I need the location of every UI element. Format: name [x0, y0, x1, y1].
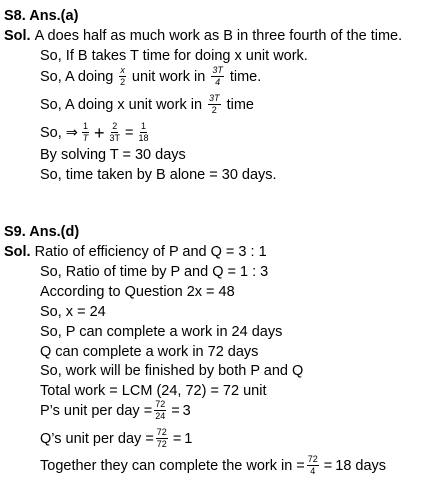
s8-line-2-text: So, If B takes T time for doing x unit work.	[40, 48, 308, 64]
s8-line-3-mid: unit work in	[127, 68, 210, 85]
s8-line-5	[40, 122, 150, 144]
s8-line-1	[4, 29, 402, 44]
s9-line-5-text: So, P can complete a work in 24 days	[40, 324, 283, 340]
s8-line-4-time-fraction	[208, 94, 221, 116]
s8-line-4-post: time	[222, 96, 254, 113]
s8-line-6	[40, 148, 186, 163]
s9-line-9-fraction	[154, 400, 166, 422]
fraction-denominator: 4	[310, 466, 316, 477]
s9-line-6-text: Q can complete a work in 72 days	[40, 344, 259, 360]
s9-line-10	[40, 428, 192, 450]
fraction-numerator: 72	[154, 400, 166, 411]
s8-line-4	[40, 94, 254, 116]
s9-line-2-text: So, Ratio of time by P and Q = 1 : 3	[40, 264, 269, 280]
fraction-denominator: 24	[155, 411, 166, 422]
s9-line-5	[40, 325, 282, 340]
fraction-numerator: 72	[307, 455, 319, 466]
s9-line-6	[40, 345, 258, 360]
s8-line-3	[40, 66, 261, 88]
s8-line-7	[40, 168, 277, 183]
fraction-numerator: 2	[111, 122, 118, 133]
s9-line-9	[40, 400, 191, 422]
equals-sign: =	[172, 430, 182, 447]
fraction-denominator: 4	[215, 77, 221, 88]
s8-fraction-1-over-t	[82, 122, 89, 144]
s9-line-1-text: Ratio of efficiency of P and Q = 3 : 1	[34, 244, 267, 260]
s8-line-3-pre: So, A doing	[40, 68, 118, 85]
s9-line-8-text: Total work = LCM (24, 72) = 72 unit	[40, 383, 267, 399]
s8-fraction-2-over-3t	[109, 122, 120, 144]
fraction-denominator: 3T	[109, 133, 120, 144]
s8-line-3-fraction	[119, 66, 126, 88]
s9-line-7-text: So, work will be finished by both P and Q	[40, 363, 304, 379]
fraction-numerator: x	[119, 66, 126, 77]
s8-line-1-text: A does half as much work as B in three fourth of the time.	[34, 28, 403, 44]
equals-sign: =	[323, 457, 333, 474]
s8-heading	[4, 9, 78, 24]
s9-line-10-pre: Q’s unit per day =	[40, 430, 154, 447]
s8-line-5-pre: So, ⇒	[40, 124, 78, 141]
s9-sol-label: Sol.	[4, 244, 31, 260]
s9-line-1	[4, 245, 267, 260]
s9-line-11-pre: Together they can complete the work in =	[40, 457, 305, 474]
fraction-denominator: 2	[211, 105, 217, 116]
fraction-numerator: 72	[156, 428, 168, 439]
s9-line-7	[40, 364, 303, 379]
s8-line-3-time-fraction	[211, 66, 224, 88]
s9-line-3	[40, 285, 235, 300]
plus-sign: +	[93, 122, 105, 143]
s8-line-6-text: By solving T = 30 days	[40, 147, 186, 163]
fraction-numerator: 1	[140, 122, 147, 133]
s9-line-9-result: 3	[182, 402, 191, 419]
s9-line-2	[40, 265, 268, 280]
s8-line-2	[40, 49, 308, 64]
equals-sign: =	[171, 402, 180, 419]
fraction-numerator: 1	[82, 122, 89, 133]
s8-sol-label: Sol.	[4, 28, 31, 44]
s9-line-9-pre: P’s unit per day =	[40, 402, 153, 419]
s8-line-7-text: So, time taken by B alone = 30 days.	[40, 167, 277, 183]
fraction-denominator: 72	[156, 439, 167, 450]
s9-line-10-fraction	[156, 428, 168, 450]
s9-line-11-result: 18 days	[335, 457, 387, 474]
fraction-numerator: 3T	[211, 66, 224, 77]
fraction-denominator: T	[82, 133, 89, 144]
s9-line-8	[40, 384, 266, 399]
fraction-denominator: 18	[138, 133, 149, 144]
fraction-numerator: 3T	[208, 94, 221, 105]
s8-fraction-1-over-18	[138, 122, 148, 144]
fraction-denominator: 2	[120, 77, 126, 88]
s8-heading-text: S8. Ans.(a)	[4, 8, 79, 24]
s9-heading	[4, 225, 79, 240]
s9-line-4-text: So, x = 24	[40, 304, 106, 320]
s9-line-4	[40, 305, 106, 320]
s9-line-11-fraction	[307, 455, 319, 477]
s8-line-4-pre: So, A doing x unit work in	[40, 96, 207, 113]
s8-line-3-post: time.	[225, 68, 262, 85]
s9-heading-text: S9. Ans.(d)	[4, 224, 80, 240]
s9-line-10-result: 1	[184, 430, 193, 447]
equals-sign: =	[125, 124, 134, 141]
s9-line-3-text: According to Question 2x = 48	[40, 284, 235, 300]
s9-line-11	[40, 455, 386, 477]
